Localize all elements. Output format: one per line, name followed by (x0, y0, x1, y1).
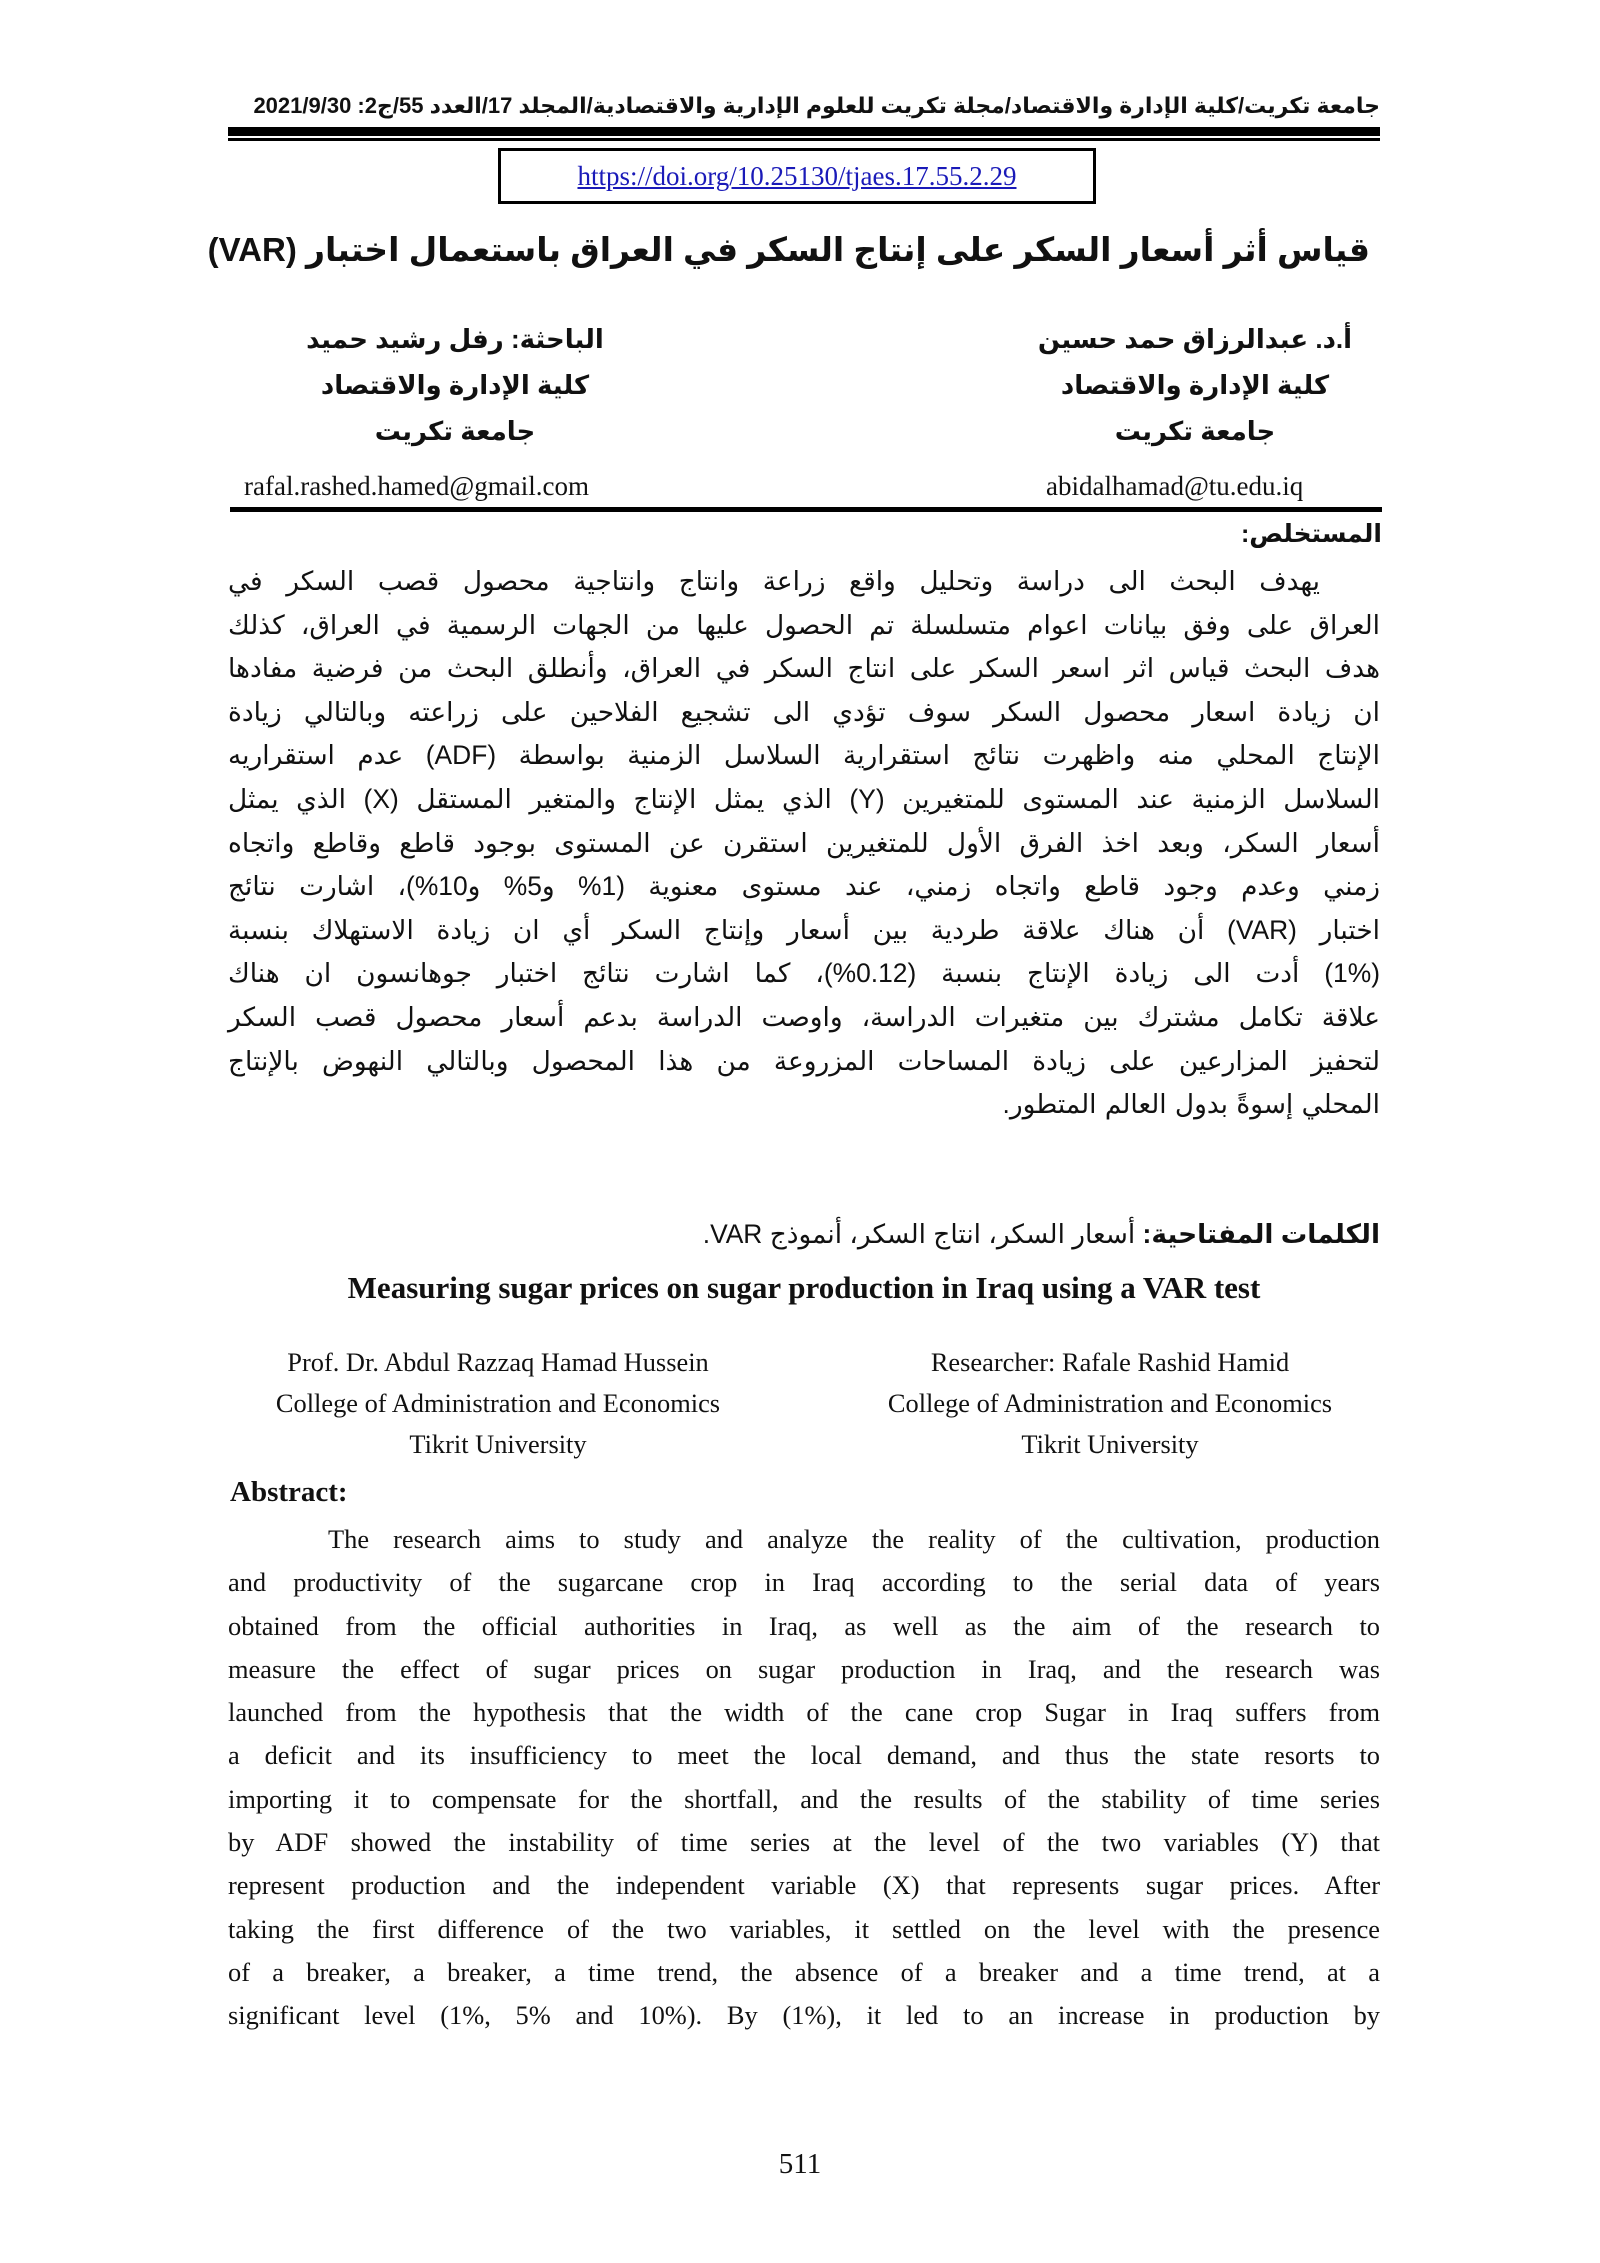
abstract-line: أسعار السكر، وبعد اخذ الفرق الأول للمتغيرين استقرن عن المستوى بوجود قاطع وقاطع واتجاه (228, 827, 1380, 858)
author-name: Researcher: Rafale Rashid Hamid (930, 1347, 1290, 1377)
abstract-line: زمني وعدم وجود قاطع واتجاه زمني، عند مستوى معنوية (1% و5% و10%)، اشارت نتائج (228, 871, 1381, 902)
header-rule-thin (228, 138, 1380, 141)
arabic-keywords (228, 1214, 1380, 1254)
abstract-line: ان زيادة اسعار محصول السكر سوف تؤدي الى تشجيع الفلاحين على زراعته وبالتالي زيادة (228, 696, 1380, 727)
english-author-2 (840, 1342, 1380, 1465)
doi-box (498, 148, 1096, 204)
abstract-line: and productivity of the sugarcane crop in Iraq according to the serial data of years (228, 1567, 1380, 1598)
author-university: جامعة تكريت (1114, 416, 1276, 446)
arabic-abstract-body (228, 560, 1380, 1127)
author-college: كلية الإدارة والاقتصاد (320, 370, 590, 400)
author-name: الباحثة: رفل رشيد حميد (306, 324, 604, 354)
abstract-line: الإنتاج المحلي منه واظهرت نتائج استقرارية السلاسل الزمنية بواسطة (ADF) عدم استقراريه (228, 740, 1381, 771)
english-abstract-body (228, 1518, 1380, 2038)
abstract-line: يهدف البحث الى دراسة وتحليل واقع زراعة وانتاج وانتاجية محصول قصب السكر في (228, 566, 1320, 596)
abstract-line: اختبار (VAR) أن هناك علاقة طردية بين أسعار وإنتاج السكر أي ان زيادة الاستهلاك بنسبة (228, 914, 1380, 945)
abstract-line: taking the first difference of the two variables, it settled on the level with the presence (228, 1913, 1380, 1944)
abstract-line: علاقة تكامل مشترك بين متغيرات الدراسة، واوصت الدراسة بدعم أسعار محصول قصب السكر (228, 1001, 1380, 1032)
arabic-author-1 (1010, 316, 1380, 454)
author-2-email[interactable]: rafal.rashed.hamed@gmail.com (244, 471, 589, 501)
author-university: جامعة تكريت (374, 416, 536, 446)
abstract-line: (1%) أدت الى زيادة الإنتاج بنسبة (0.12%)، كما اشارت نتائج اختبار جوهانسون ان هناك (228, 958, 1380, 989)
keywords-label: الكلمات المفتاحية: (1142, 1219, 1380, 1249)
abstract-line: a deficit and its insufficiency to meet the local demand, and thus the state resorts to (228, 1740, 1380, 1771)
abstract-line: by ADF showed the instability of time series at the level of the two variables (Y) that (228, 1827, 1380, 1858)
section-divider (230, 507, 1382, 512)
header-double-rule (228, 127, 1380, 143)
author-name: Prof. Dr. Abdul Razzaq Hamad Hussein (287, 1347, 709, 1377)
arabic-abstract-heading: المستخلص: (1240, 520, 1382, 548)
abstract-line: significant level (1%, 5% and 10%). By (1%), it led to an increase in production by (228, 2000, 1380, 2031)
author-university: Tikrit University (409, 1429, 587, 1459)
arabic-author-2 (290, 316, 620, 454)
english-abstract-heading: Abstract: (230, 1476, 348, 1508)
abstract-line: obtained from the official authorities in Iraq, as well as the aim of the research to (228, 1610, 1380, 1641)
arabic-title: قياس أثر أسعار السكر على إنتاج السكر في العراق باستعمال اختبار (VAR) (207, 231, 1370, 268)
author-1-email[interactable]: abidalhamad@tu.edu.iq (1046, 471, 1304, 501)
abstract-line: of a breaker, a breaker, a time trend, the absence of a breaker and a time trend, at a (228, 1956, 1380, 1987)
journal-header: جامعة تكريت/كلية الإدارة والاقتصاد/مجلة تكريت للعلوم الإدارية والاقتصادية/المجلد 17/العدد 55/ج2: 2021/9/30 (253, 93, 1380, 118)
page-number: 511 (778, 2148, 822, 2180)
author-college: College of Administration and Economics (275, 1388, 721, 1418)
abstract-line: represent production and the independent variable (X) that represents sugar prices. After (228, 1870, 1380, 1901)
author-college: College of Administration and Economics (887, 1388, 1333, 1418)
abstract-line: هدف البحث قياس اثر اسعر السكر على انتاج السكر في العراق، وأنطلق البحث من فرضية مفادها (228, 653, 1380, 684)
abstract-line: المحلي إسوةً بدول العالم المتطور. (1002, 1089, 1380, 1120)
abstract-line: لتحفيز المزارعين على زيادة المساحات المزروعة من هذا المحصول وبالتالي النهوض بالإنتاج (228, 1045, 1380, 1076)
abstract-line: السلاسل الزمنية عند المستوى للمتغيرين (Y) الذي يمثل الإنتاج والمتغير المستقل (X) الذي يمثل (228, 783, 1381, 814)
doi-link[interactable]: https://doi.org/10.25130/tjaes.17.55.2.29 (577, 161, 1017, 191)
abstract-line: launched from the hypothesis that the width of the cane crop Sugar in Iraq suffers from (228, 1697, 1380, 1728)
keywords-text: أسعار السكر، انتاج السكر، أنموذج VAR. (702, 1219, 1143, 1249)
english-author-1 (228, 1342, 768, 1465)
abstract-line: importing it to compensate for the shortfall, and the results of the stability of time series (228, 1783, 1380, 1814)
abstract-line: The research aims to study and analyze the reality of the cultivation, production (328, 1524, 1380, 1554)
author-name: أ.د. عبدالرزاق حمد حسين (1037, 324, 1353, 354)
abstract-line: العراق على وفق بيانات اعوام متسلسلة تم الحصول عليها من الجهات الرسمية في العراق، كذلك (228, 609, 1380, 640)
english-title: Measuring sugar prices on sugar production in Iraq using a VAR test (347, 1270, 1261, 1305)
author-university: Tikrit University (1021, 1429, 1199, 1459)
header-rule-thick (228, 127, 1380, 136)
abstract-line: measure the effect of sugar prices on sugar production in Iraq, and the research was (228, 1653, 1380, 1684)
author-college: كلية الإدارة والاقتصاد (1060, 370, 1330, 400)
